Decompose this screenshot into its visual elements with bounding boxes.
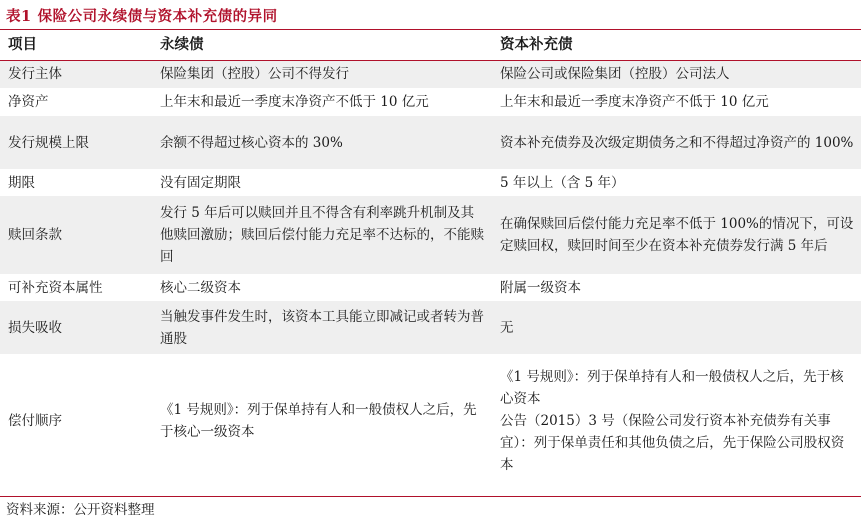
source-note: 资料来源：公开资料整理 — [6, 502, 155, 518]
row-item: 偿付顺序 — [0, 354, 148, 487]
table-row — [0, 169, 861, 196]
title-rule — [0, 29, 861, 30]
comparison-table — [0, 31, 861, 487]
table-row — [0, 354, 861, 487]
header-perpetual: 永续债 — [148, 31, 492, 60]
row-capital: 上年末和最近一季度末净资产不低于 10 亿元 — [492, 88, 861, 116]
row-capital: 无 — [492, 301, 861, 354]
table-row — [0, 196, 861, 274]
row-item: 损失吸收 — [0, 301, 148, 354]
row-item: 发行主体 — [0, 60, 148, 88]
row-capital: 资本补充债券及次级定期债务之和不得超过净资产的 100% — [492, 116, 861, 169]
row-item: 发行规模上限 — [0, 116, 148, 169]
table-title — [6, 6, 278, 28]
header-capital: 资本补充债 — [492, 31, 861, 60]
table-number: 表1 — [6, 8, 32, 25]
table-header-row — [0, 31, 861, 60]
table-title-text: 保险公司永续债与资本补充债的异同 — [37, 8, 278, 25]
row-capital: 5 年以上（含 5 年） — [492, 169, 861, 196]
table-row — [0, 88, 861, 116]
row-capital-cell — [492, 354, 861, 487]
bottom-rule — [0, 496, 861, 497]
row-perpetual: 余额不得超过核心资本的 30% — [148, 116, 492, 169]
header-item: 项目 — [0, 31, 148, 60]
row-perpetual: 发行 5 年后可以赎回并且不得含有利率跳升机制及其他赎回激励；赎回后偿付能力充足率不达标的，不能赎回 — [148, 196, 492, 274]
row-capital: 在确保赎回后偿付能力充足率不低于 100%的情况下，可设定赎回权，赎回时间至少在资本补充债券发行满 5 年后 — [492, 196, 861, 274]
table-row — [0, 116, 861, 169]
row-perpetual: 当触发事件发生时，该资本工具能立即减记或者转为普通股 — [148, 301, 492, 354]
table-row — [0, 60, 861, 88]
row-perpetual: 《1 号规则》：列于保单持有人和一般债权人之后，先于核心一级资本 — [148, 354, 492, 487]
row-perpetual: 保险集团（控股）公司不得发行 — [148, 60, 492, 88]
row-item: 净资产 — [0, 88, 148, 116]
row-perpetual: 上年末和最近一季度末净资产不低于 10 亿元 — [148, 88, 492, 116]
table-row — [0, 274, 861, 301]
row-item: 期限 — [0, 169, 148, 196]
row-item: 可补充资本属性 — [0, 274, 148, 301]
row-capital-extra: 公告（2015）3 号（保险公司发行资本补充债券有关事宜）：列于保单责任和其他负债之后，先于保险公司股权资本 — [500, 412, 845, 473]
row-capital: 《1 号规则》：列于保单持有人和一般债权人之后，先于核心资本 — [500, 368, 844, 407]
row-capital: 附属一级资本 — [492, 274, 861, 301]
row-perpetual: 没有固定期限 — [148, 169, 492, 196]
row-item: 赎回条款 — [0, 196, 148, 274]
row-perpetual: 核心二级资本 — [148, 274, 492, 301]
table-row — [0, 301, 861, 354]
row-capital: 保险公司或保险集团（控股）公司法人 — [492, 60, 861, 88]
